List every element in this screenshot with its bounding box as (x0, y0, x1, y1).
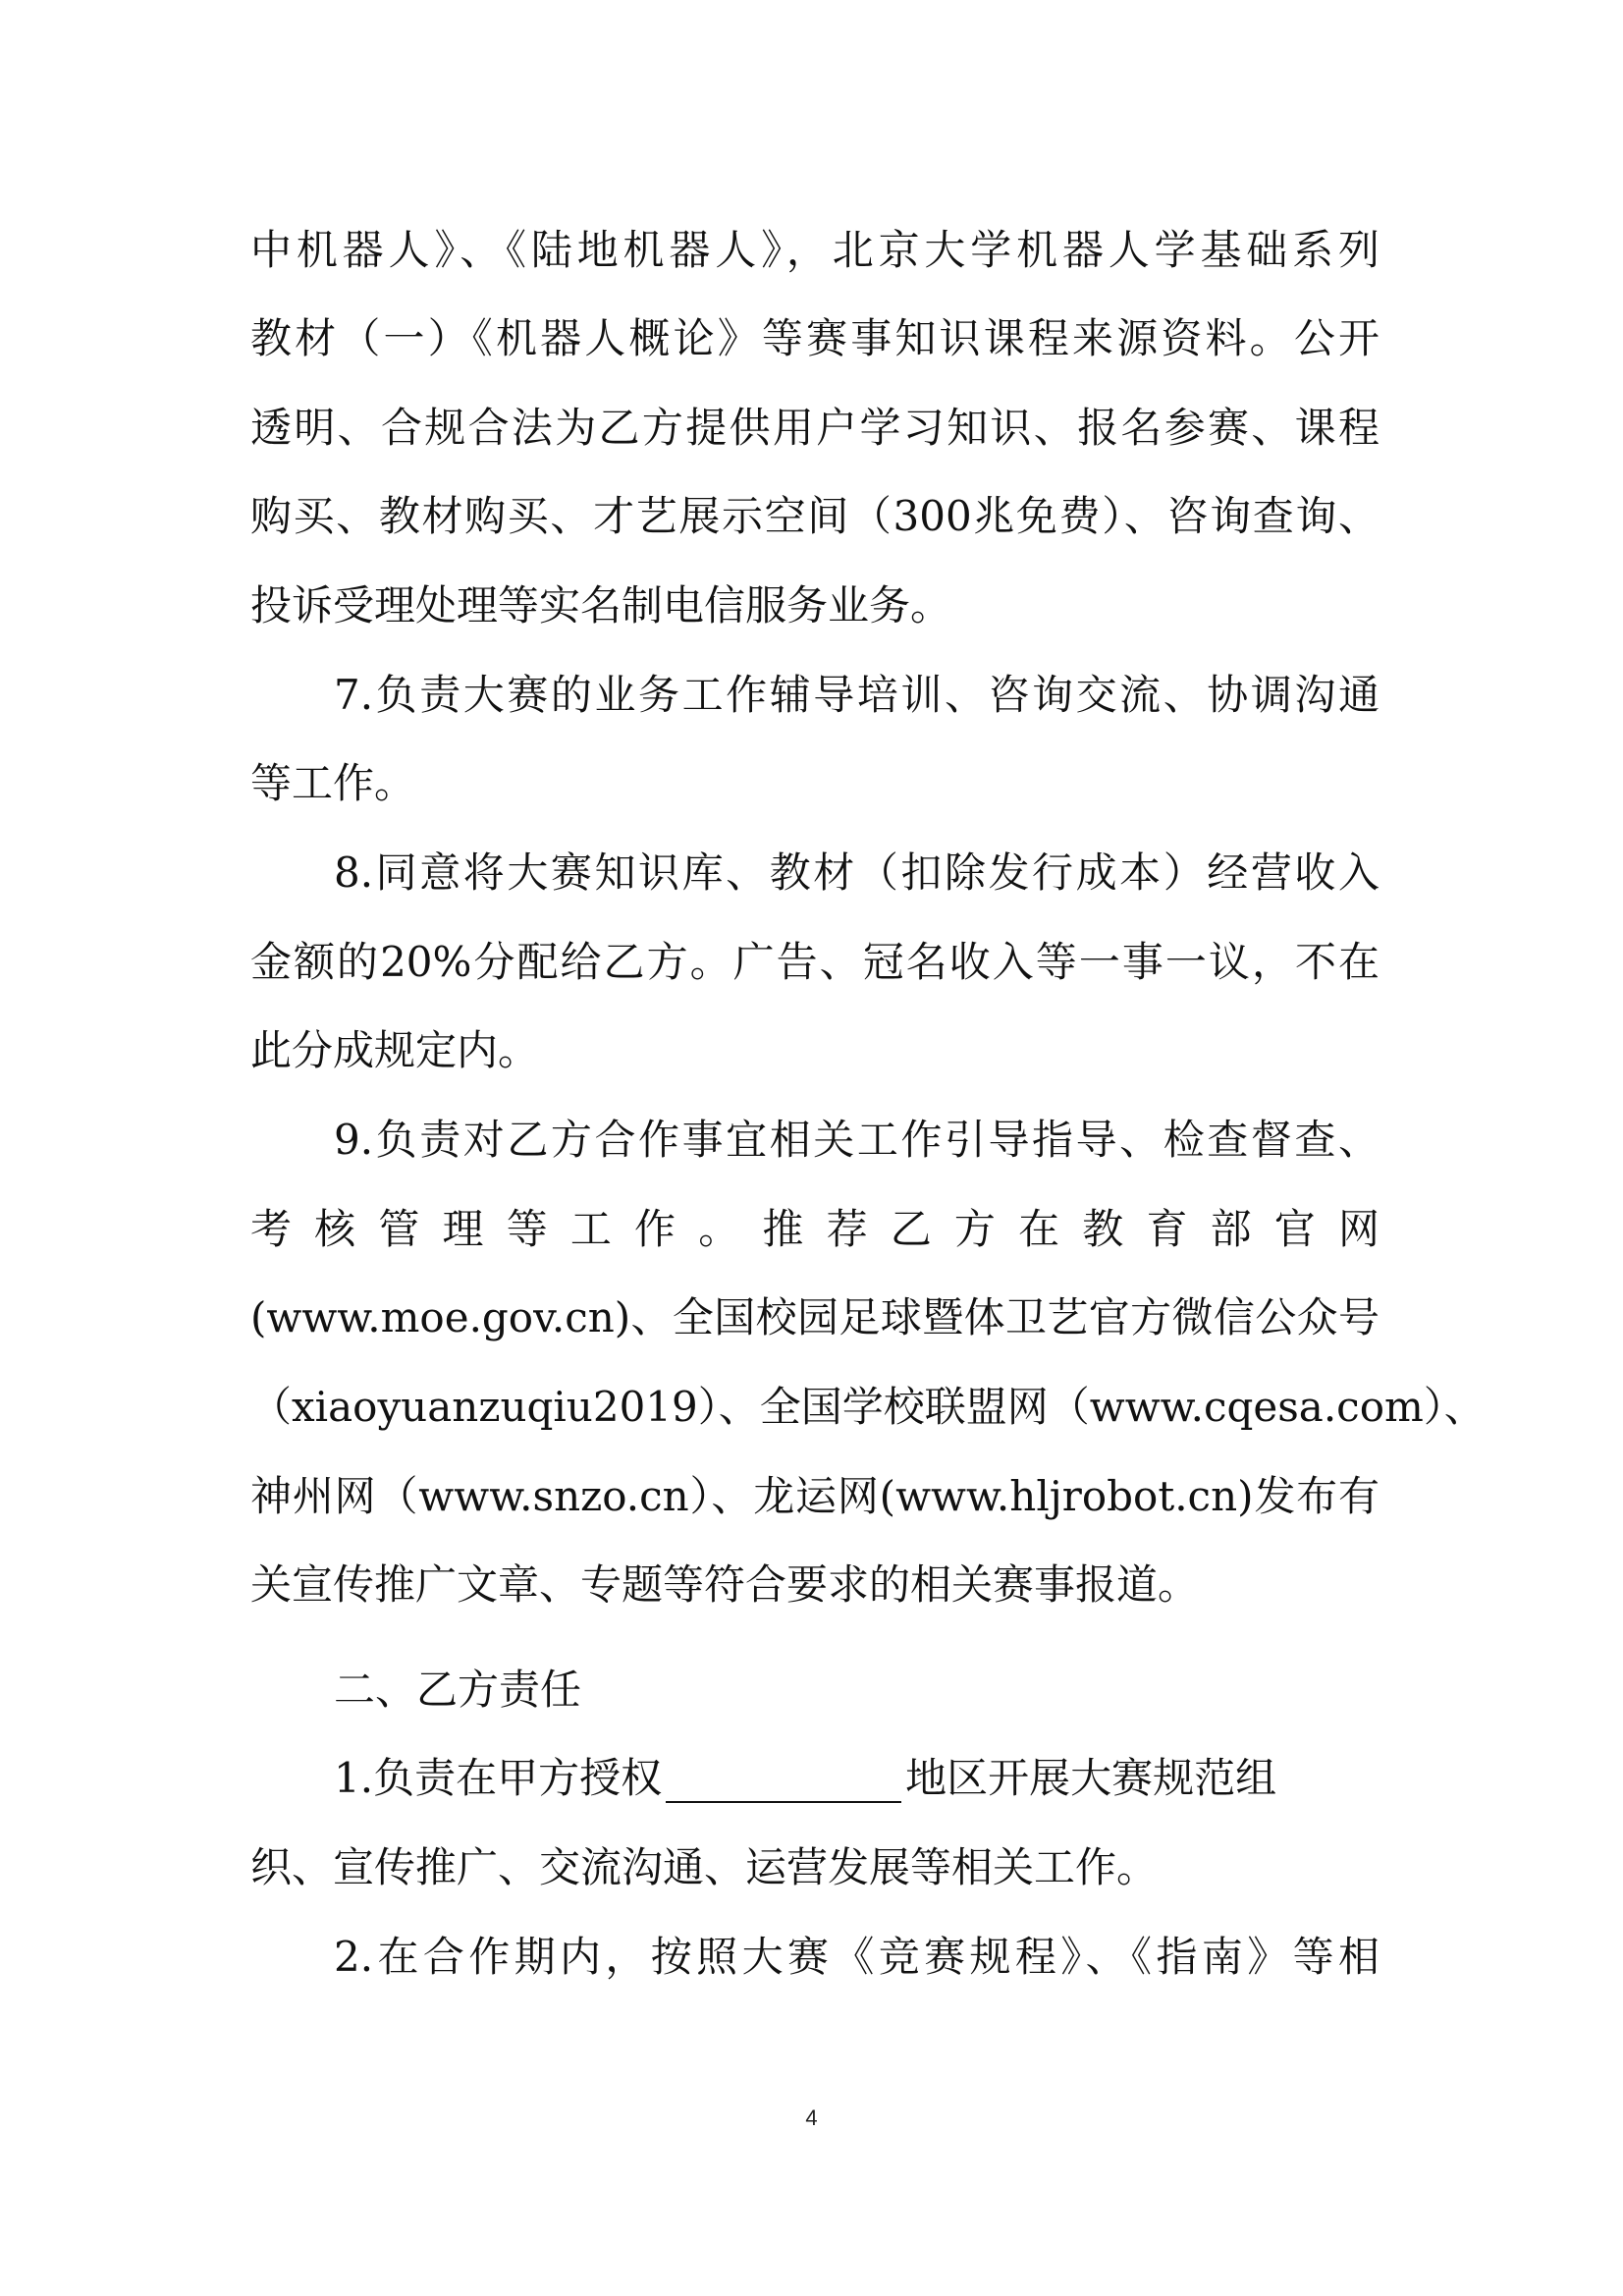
line-text-after-blank: 地区开展大赛规范组 (905, 1754, 1277, 1802)
paragraph-line: 8.同意将大赛知识库、教材（扣除发行成本）经营收入 (334, 848, 1380, 897)
paragraph-line: （xiaoyuanzuqiu2019）、全国学校联盟网（www.cqesa.com）、 (250, 1383, 1486, 1431)
paragraph-line: 中机器人》、《陆地机器人》，北京大学机器人学基础系列 (250, 226, 1380, 274)
paragraph-line: 2.在合作期内，按照大赛《竞赛规程》、《指南》等相 (334, 1933, 1380, 1981)
paragraph-line: 教材（一）《机器人概论》等赛事知识课程来源资料。公开 (250, 314, 1380, 362)
fill-in-blank[interactable] (666, 1762, 901, 1803)
paragraph-line: 关宣传推广文章、专题等符合要求的相关赛事报道。 (250, 1560, 1200, 1609)
paragraph-line: 织、宣传推广、交流沟通、运营发展等相关工作。 (250, 1843, 1159, 1891)
paragraph-line: 透明、合规合法为乙方提供用户学习知识、报名参赛、课程 (250, 404, 1380, 452)
paragraph-line: 9.负责对乙方合作事宜相关工作引导指导、检查督查、 (334, 1116, 1380, 1164)
paragraph-line: 神州网（www.snzo.cn）、龙运网(www.hljrobot.cn)发布有 (250, 1472, 1380, 1520)
paragraph-line: 此分成规定内。 (250, 1026, 540, 1074)
paragraph-line: 金额的20%分配给乙方。广告、冠名收入等一事一议，不在 (250, 938, 1380, 986)
paragraph-line: 7.负责大赛的业务工作辅导培训、咨询交流、协调沟通 (334, 671, 1380, 719)
section-heading: 二、乙方责任 (334, 1666, 582, 1714)
page-number: 4 (805, 2105, 818, 2130)
paragraph-line: 考核管理等工作。推荐乙方在教育部官网 (250, 1205, 1380, 1253)
line-text-before-blank: 1.负责在甲方授权 (334, 1754, 663, 1802)
paragraph-line: 购买、教材购买、才艺展示空间（300兆免费）、咨询查询、 (250, 492, 1380, 540)
paragraph-line: 投诉受理处理等实名制电信服务业务。 (250, 581, 952, 629)
paragraph-line (334, 1754, 1276, 1803)
paragraph-line: 等工作。 (250, 759, 416, 807)
paragraph-line: (www.moe.gov.cn)、全国校园足球暨体卫艺官方微信公众号 (250, 1293, 1380, 1341)
